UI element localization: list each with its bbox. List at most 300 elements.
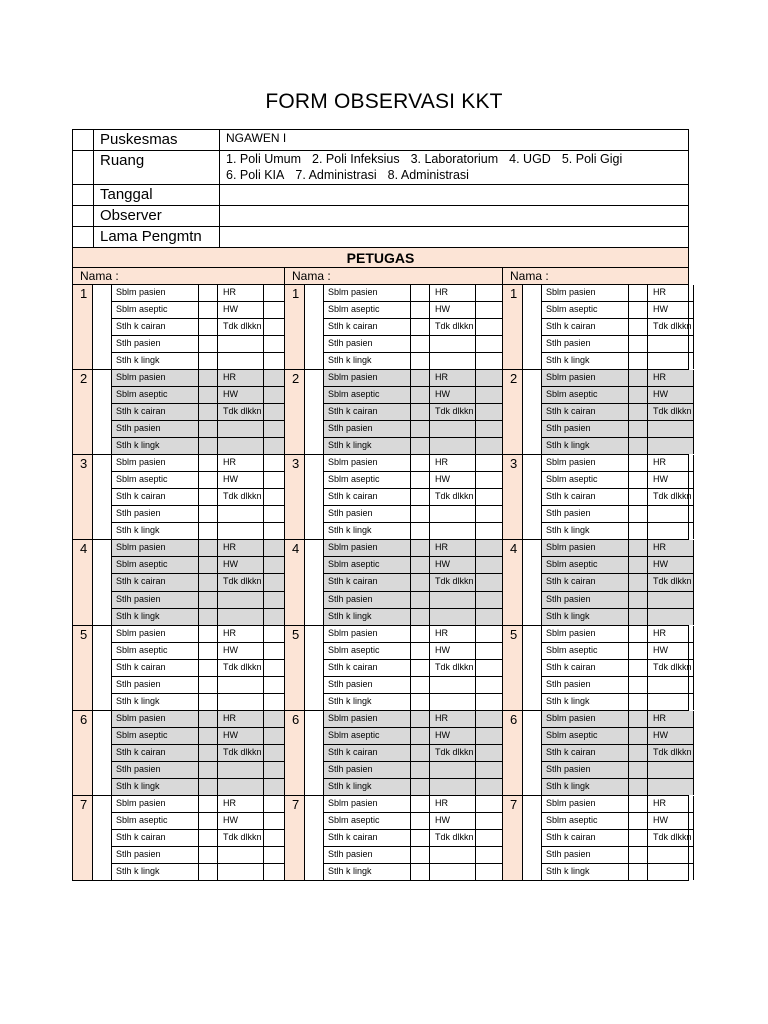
group-subcell[interactable]: [523, 540, 542, 624]
row-item-label: Stlh pasien: [542, 336, 629, 352]
row-checkbox[interactable]: [629, 677, 648, 693]
observation-row: [324, 796, 502, 813]
row-checkbox[interactable]: [411, 438, 430, 454]
row-checkbox[interactable]: [411, 506, 430, 522]
group-rows: [324, 370, 502, 454]
ruang-options[interactable]: [220, 151, 689, 185]
row-checkbox[interactable]: [199, 506, 218, 522]
row-option-label: HW: [218, 387, 264, 403]
row-option-checkbox[interactable]: [264, 285, 284, 301]
row-checkbox[interactable]: [411, 455, 430, 471]
row-checkbox[interactable]: [199, 830, 218, 846]
row-item-label: Stlh k lingk: [112, 779, 199, 795]
group-number: 1: [73, 285, 93, 369]
row-checkbox[interactable]: [411, 643, 430, 659]
row-checkbox[interactable]: [629, 626, 648, 642]
row-checkbox[interactable]: [199, 472, 218, 488]
row-checkbox[interactable]: [199, 779, 218, 795]
row-option-checkbox[interactable]: [264, 694, 284, 710]
row-option-checkbox[interactable]: [476, 779, 502, 795]
row-checkbox[interactable]: [199, 523, 218, 539]
row-option-checkbox[interactable]: [476, 523, 502, 539]
row-checkbox[interactable]: [199, 370, 218, 386]
row-option-checkbox[interactable]: [264, 711, 284, 727]
row-option-checkbox[interactable]: [264, 353, 284, 369]
row-option-checkbox[interactable]: [264, 592, 284, 608]
tanggal-value[interactable]: [220, 185, 689, 206]
row-checkbox[interactable]: [629, 336, 648, 352]
row-checkbox[interactable]: [411, 592, 430, 608]
row-checkbox[interactable]: [199, 387, 218, 403]
row-item-label: Sblm pasien: [542, 796, 629, 812]
row-option-label: [430, 421, 476, 437]
row-checkbox[interactable]: [411, 626, 430, 642]
row-option-checkbox[interactable]: [476, 455, 502, 471]
row-checkbox[interactable]: [411, 745, 430, 761]
group-rows: [112, 626, 284, 710]
row-item-label: Sblm pasien: [112, 370, 199, 386]
group-subcell[interactable]: [305, 540, 324, 624]
row-checkbox[interactable]: [629, 523, 648, 539]
row-option-checkbox[interactable]: [476, 557, 502, 573]
row-option-checkbox[interactable]: [476, 830, 502, 846]
row-checkbox[interactable]: [629, 830, 648, 846]
observation-group: [285, 285, 502, 370]
row-option-checkbox[interactable]: [264, 813, 284, 829]
row-checkbox[interactable]: [629, 285, 648, 301]
row-checkbox[interactable]: [411, 319, 430, 335]
row-option-label: [648, 847, 694, 863]
row-option-checkbox[interactable]: [476, 728, 502, 744]
row-option-label: HR: [430, 626, 476, 642]
row-option-label: Tdk dlkkn: [218, 574, 264, 590]
row-checkbox[interactable]: [199, 864, 218, 880]
row-option-checkbox[interactable]: [476, 421, 502, 437]
row-checkbox[interactable]: [629, 506, 648, 522]
row-checkbox[interactable]: [199, 609, 218, 625]
row-option-checkbox[interactable]: [264, 506, 284, 522]
row-option-checkbox[interactable]: [264, 762, 284, 778]
row-option-checkbox[interactable]: [264, 643, 284, 659]
ruang-option[interactable]: 1. Poli Umum: [226, 152, 302, 166]
row-option-label: [430, 353, 476, 369]
row-checkbox[interactable]: [629, 421, 648, 437]
observation-row: [542, 404, 694, 421]
group-subcell[interactable]: [523, 455, 542, 539]
row-checkbox[interactable]: [411, 609, 430, 625]
row-checkbox[interactable]: [411, 779, 430, 795]
row-checkbox[interactable]: [199, 796, 218, 812]
observation-row: [542, 387, 694, 404]
row-item-label: Stlh k cairan: [324, 745, 411, 761]
row-checkbox[interactable]: [199, 302, 218, 318]
group-subcell[interactable]: [523, 796, 542, 880]
row-checkbox[interactable]: [411, 353, 430, 369]
row-option-checkbox[interactable]: [476, 438, 502, 454]
row-option-checkbox[interactable]: [264, 472, 284, 488]
row-item-label: Sblm pasien: [112, 796, 199, 812]
row-option-checkbox[interactable]: [264, 609, 284, 625]
row-option-checkbox[interactable]: [476, 864, 502, 880]
observation-row: [542, 336, 694, 353]
row-item-label: Sblm pasien: [324, 285, 411, 301]
observation-row: [324, 643, 502, 660]
group-subcell[interactable]: [523, 626, 542, 710]
observation-row: [542, 557, 694, 574]
row-option-label: [430, 677, 476, 693]
row-option-checkbox[interactable]: [476, 677, 502, 693]
row-option-label: HR: [430, 285, 476, 301]
row-option-checkbox[interactable]: [476, 762, 502, 778]
row-item-label: Stlh pasien: [324, 592, 411, 608]
ruang-option[interactable]: 4. UGD: [509, 152, 551, 166]
row-option-checkbox[interactable]: [264, 864, 284, 880]
observation-row: [324, 847, 502, 864]
row-checkbox[interactable]: [199, 694, 218, 710]
header-blank-cell: [73, 185, 94, 206]
row-option-label: [648, 762, 694, 778]
row-item-label: Stlh k lingk: [112, 353, 199, 369]
row-option-label: Tdk dlkkn: [218, 745, 264, 761]
group-subcell[interactable]: [305, 455, 324, 539]
row-option-label: Tdk dlkkn: [648, 745, 694, 761]
row-option-label: Tdk dlkkn: [430, 745, 476, 761]
row-option-label: [430, 592, 476, 608]
observation-row: [324, 711, 502, 728]
observation-row: [324, 677, 502, 694]
row-checkbox[interactable]: [411, 660, 430, 676]
row-item-label: Stlh k lingk: [324, 779, 411, 795]
row-checkbox[interactable]: [629, 779, 648, 795]
row-option-checkbox[interactable]: [476, 387, 502, 403]
row-checkbox[interactable]: [629, 745, 648, 761]
row-option-checkbox[interactable]: [264, 370, 284, 386]
observation-row: [112, 336, 284, 353]
puskesmas-label: Puskesmas: [94, 130, 220, 151]
group-subcell[interactable]: [93, 540, 112, 624]
row-item-label: Stlh pasien: [324, 762, 411, 778]
group-subcell[interactable]: [93, 370, 112, 454]
row-option-checkbox[interactable]: [264, 455, 284, 471]
row-checkbox[interactable]: [199, 455, 218, 471]
group-subcell[interactable]: [523, 285, 542, 369]
row-item-label: Stlh pasien: [542, 677, 629, 693]
row-option-checkbox[interactable]: [476, 472, 502, 488]
row-checkbox[interactable]: [411, 540, 430, 556]
nama-label[interactable]: Nama :: [73, 268, 284, 285]
row-item-label: Sblm pasien: [324, 370, 411, 386]
row-option-label: HR: [430, 796, 476, 812]
group-subcell[interactable]: [305, 626, 324, 710]
row-checkbox[interactable]: [629, 353, 648, 369]
row-checkbox[interactable]: [629, 404, 648, 420]
row-checkbox[interactable]: [629, 711, 648, 727]
row-option-checkbox[interactable]: [476, 370, 502, 386]
group-number: 7: [503, 796, 523, 880]
row-option-label: HR: [218, 285, 264, 301]
row-checkbox[interactable]: [199, 728, 218, 744]
row-checkbox[interactable]: [411, 574, 430, 590]
row-checkbox[interactable]: [199, 660, 218, 676]
row-option-checkbox[interactable]: [264, 574, 284, 590]
row-item-label: Stlh pasien: [324, 847, 411, 863]
row-checkbox[interactable]: [411, 677, 430, 693]
row-item-label: Sblm aseptic: [324, 302, 411, 318]
nama-label[interactable]: Nama :: [503, 268, 688, 285]
row-option-checkbox[interactable]: [476, 660, 502, 676]
row-checkbox[interactable]: [411, 728, 430, 744]
row-checkbox[interactable]: [629, 813, 648, 829]
row-checkbox[interactable]: [199, 353, 218, 369]
group-rows: [542, 711, 694, 795]
row-option-checkbox[interactable]: [264, 677, 284, 693]
row-checkbox[interactable]: [629, 455, 648, 471]
observation-group: [503, 285, 692, 370]
row-checkbox[interactable]: [411, 421, 430, 437]
row-item-label: Sblm aseptic: [324, 557, 411, 573]
group-subcell[interactable]: [93, 626, 112, 710]
row-option-label: HW: [430, 387, 476, 403]
row-checkbox[interactable]: [411, 796, 430, 812]
row-checkbox[interactable]: [629, 728, 648, 744]
row-checkbox[interactable]: [411, 472, 430, 488]
row-option-checkbox[interactable]: [476, 336, 502, 352]
row-option-checkbox[interactable]: [476, 592, 502, 608]
row-checkbox[interactable]: [411, 864, 430, 880]
lama-pengamatan-value[interactable]: [220, 227, 689, 248]
row-checkbox[interactable]: [629, 574, 648, 590]
row-checkbox[interactable]: [411, 523, 430, 539]
row-checkbox[interactable]: [629, 302, 648, 318]
row-option-checkbox[interactable]: [476, 694, 502, 710]
row-option-checkbox[interactable]: [476, 489, 502, 505]
row-checkbox[interactable]: [629, 847, 648, 863]
row-checkbox[interactable]: [199, 813, 218, 829]
observation-row: [542, 489, 694, 506]
row-checkbox[interactable]: [629, 489, 648, 505]
row-checkbox[interactable]: [411, 694, 430, 710]
row-checkbox[interactable]: [629, 694, 648, 710]
row-checkbox[interactable]: [411, 336, 430, 352]
row-checkbox[interactable]: [411, 387, 430, 403]
row-checkbox[interactable]: [199, 319, 218, 335]
row-checkbox[interactable]: [199, 643, 218, 659]
row-option-checkbox[interactable]: [264, 421, 284, 437]
row-item-label: Sblm aseptic: [542, 557, 629, 573]
group-rows: [112, 540, 284, 624]
ruang-option[interactable]: 3. Laboratorium: [410, 152, 499, 166]
row-checkbox[interactable]: [411, 370, 430, 386]
row-option-label: [218, 694, 264, 710]
row-option-checkbox[interactable]: [476, 353, 502, 369]
row-checkbox[interactable]: [199, 438, 218, 454]
row-option-checkbox[interactable]: [264, 404, 284, 420]
row-option-checkbox[interactable]: [476, 847, 502, 863]
row-checkbox[interactable]: [629, 472, 648, 488]
row-option-checkbox[interactable]: [264, 302, 284, 318]
group-subcell[interactable]: [305, 370, 324, 454]
row-checkbox[interactable]: [411, 813, 430, 829]
row-checkbox[interactable]: [629, 762, 648, 778]
row-item-label: Sblm aseptic: [542, 813, 629, 829]
group-rows: [112, 455, 284, 539]
row-item-label: Stlh k cairan: [112, 404, 199, 420]
row-option-checkbox[interactable]: [476, 404, 502, 420]
row-option-label: [218, 592, 264, 608]
row-checkbox[interactable]: [411, 830, 430, 846]
row-option-label: Tdk dlkkn: [430, 489, 476, 505]
row-option-checkbox[interactable]: [476, 745, 502, 761]
row-option-label: Tdk dlkkn: [430, 404, 476, 420]
row-checkbox[interactable]: [199, 557, 218, 573]
row-option-checkbox[interactable]: [476, 319, 502, 335]
row-checkbox[interactable]: [199, 574, 218, 590]
group-subcell[interactable]: [305, 285, 324, 369]
group-subcell[interactable]: [523, 711, 542, 795]
row-item-label: Sblm aseptic: [542, 472, 629, 488]
row-checkbox[interactable]: [199, 540, 218, 556]
row-checkbox[interactable]: [411, 404, 430, 420]
row-option-label: [218, 336, 264, 352]
row-option-checkbox[interactable]: [476, 285, 502, 301]
row-checkbox[interactable]: [629, 319, 648, 335]
row-option-checkbox[interactable]: [476, 302, 502, 318]
row-item-label: Sblm pasien: [112, 285, 199, 301]
row-checkbox[interactable]: [199, 677, 218, 693]
observation-row: [324, 404, 502, 421]
group-number: 6: [73, 711, 93, 795]
row-option-checkbox[interactable]: [264, 847, 284, 863]
row-item-label: Stlh k cairan: [112, 660, 199, 676]
row-checkbox[interactable]: [199, 489, 218, 505]
observation-row: [324, 540, 502, 557]
row-option-checkbox[interactable]: [264, 387, 284, 403]
row-option-checkbox[interactable]: [264, 540, 284, 556]
row-option-checkbox[interactable]: [264, 830, 284, 846]
row-checkbox[interactable]: [199, 762, 218, 778]
row-checkbox[interactable]: [629, 643, 648, 659]
row-option-checkbox[interactable]: [264, 523, 284, 539]
row-option-checkbox[interactable]: [264, 557, 284, 573]
row-option-label: [218, 609, 264, 625]
row-option-checkbox[interactable]: [264, 660, 284, 676]
petugas-header: PETUGAS: [72, 248, 689, 268]
row-checkbox[interactable]: [199, 745, 218, 761]
row-checkbox[interactable]: [199, 404, 218, 420]
group-number: 4: [503, 540, 523, 624]
row-item-label: Stlh pasien: [324, 336, 411, 352]
ruang-option[interactable]: 2. Poli Infeksius: [312, 152, 400, 166]
observation-row: [112, 626, 284, 643]
row-checkbox[interactable]: [629, 609, 648, 625]
row-checkbox[interactable]: [199, 592, 218, 608]
row-option-checkbox[interactable]: [264, 745, 284, 761]
row-option-checkbox[interactable]: [476, 574, 502, 590]
row-option-checkbox[interactable]: [264, 779, 284, 795]
row-checkbox[interactable]: [411, 302, 430, 318]
observation-row: [112, 830, 284, 847]
nama-label[interactable]: Nama :: [285, 268, 502, 285]
row-item-label: Stlh pasien: [542, 847, 629, 863]
row-checkbox[interactable]: [411, 847, 430, 863]
group-number: 4: [73, 540, 93, 624]
group-subcell[interactable]: [305, 796, 324, 880]
row-option-checkbox[interactable]: [476, 609, 502, 625]
row-option-checkbox[interactable]: [264, 438, 284, 454]
row-option-checkbox[interactable]: [476, 626, 502, 642]
row-option-label: Tdk dlkkn: [218, 660, 264, 676]
group-subcell[interactable]: [305, 711, 324, 795]
row-checkbox[interactable]: [411, 489, 430, 505]
ruang-option[interactable]: 8. Administrasi: [387, 168, 469, 182]
group-subcell[interactable]: [523, 370, 542, 454]
row-option-checkbox[interactable]: [264, 489, 284, 505]
observer-value[interactable]: [220, 206, 689, 227]
row-option-checkbox[interactable]: [264, 728, 284, 744]
row-option-checkbox[interactable]: [264, 626, 284, 642]
ruang-option[interactable]: 7. Administrasi: [295, 168, 377, 182]
observation-row: [542, 302, 694, 319]
observation-row: [542, 319, 694, 336]
row-option-checkbox[interactable]: [264, 336, 284, 352]
row-checkbox[interactable]: [629, 592, 648, 608]
row-checkbox[interactable]: [629, 370, 648, 386]
row-checkbox[interactable]: [629, 864, 648, 880]
observation-row: [324, 336, 502, 353]
row-option-checkbox[interactable]: [264, 796, 284, 812]
observation-row: [324, 387, 502, 404]
row-checkbox[interactable]: [199, 336, 218, 352]
observation-row: [324, 472, 502, 489]
row-checkbox[interactable]: [629, 438, 648, 454]
row-checkbox[interactable]: [199, 847, 218, 863]
row-option-checkbox[interactable]: [476, 711, 502, 727]
row-checkbox[interactable]: [629, 540, 648, 556]
row-option-checkbox[interactable]: [476, 643, 502, 659]
row-checkbox[interactable]: [199, 421, 218, 437]
ruang-option[interactable]: 6. Poli KIA: [226, 168, 285, 182]
puskesmas-value[interactable]: NGAWEN I: [220, 130, 689, 151]
row-option-checkbox[interactable]: [264, 319, 284, 335]
row-option-checkbox[interactable]: [476, 506, 502, 522]
observation-row: [542, 523, 694, 539]
group-subcell[interactable]: [93, 711, 112, 795]
row-item-label: Stlh k lingk: [542, 438, 629, 454]
group-subcell[interactable]: [93, 455, 112, 539]
row-checkbox[interactable]: [411, 711, 430, 727]
row-checkbox[interactable]: [629, 557, 648, 573]
row-checkbox[interactable]: [411, 285, 430, 301]
group-subcell[interactable]: [93, 796, 112, 880]
row-checkbox[interactable]: [199, 711, 218, 727]
row-option-checkbox[interactable]: [476, 813, 502, 829]
row-item-label: Stlh k cairan: [112, 574, 199, 590]
ruang-option[interactable]: 5. Poli Gigi: [561, 152, 623, 166]
row-item-label: Sblm aseptic: [112, 472, 199, 488]
row-checkbox[interactable]: [629, 387, 648, 403]
row-option-checkbox[interactable]: [476, 540, 502, 556]
row-checkbox[interactable]: [411, 557, 430, 573]
row-checkbox[interactable]: [629, 660, 648, 676]
group-number: 6: [503, 711, 523, 795]
group-subcell[interactable]: [93, 285, 112, 369]
row-checkbox[interactable]: [199, 626, 218, 642]
row-checkbox[interactable]: [411, 762, 430, 778]
row-option-checkbox[interactable]: [476, 796, 502, 812]
observation-group: [285, 626, 502, 711]
row-checkbox[interactable]: [199, 285, 218, 301]
row-checkbox[interactable]: [629, 796, 648, 812]
